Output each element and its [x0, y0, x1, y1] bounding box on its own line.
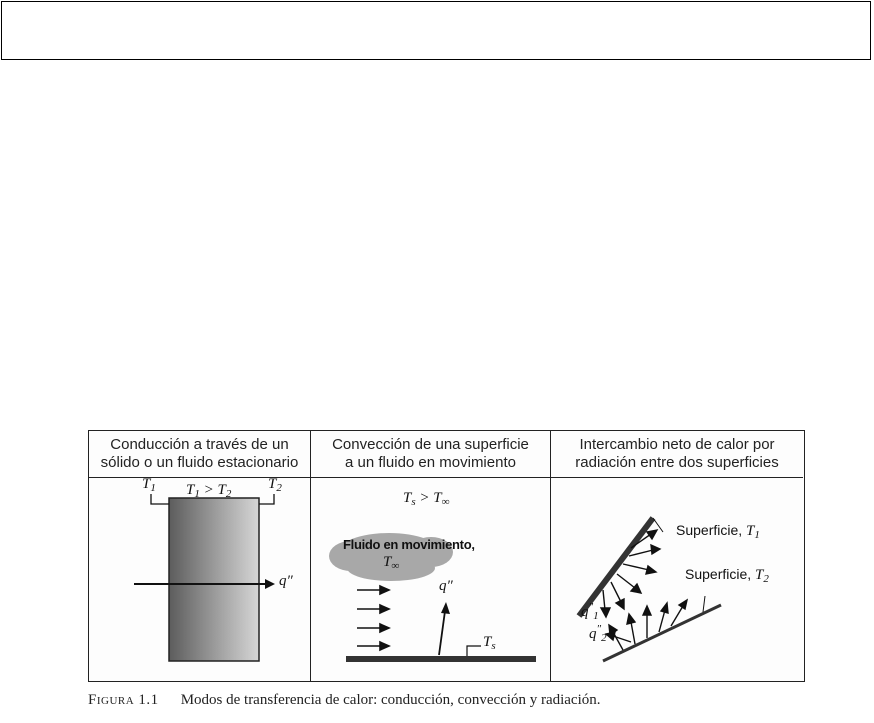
surface-2	[603, 605, 721, 661]
convection-svg	[311, 478, 551, 681]
cloud-text: Fluido en movimiento,	[343, 537, 475, 552]
caption-label: Figura 1.1	[88, 692, 159, 708]
t1-label: $T_1$	[142, 476, 156, 494]
radiation-arrows-2	[606, 600, 687, 650]
cloud-temp: $T_\infty$	[383, 554, 400, 572]
figure-caption	[88, 692, 848, 709]
convection-relation: $T_s > T_\infty$	[403, 490, 450, 508]
t1-bracket	[151, 494, 169, 504]
convection-flux-label: q″	[439, 578, 453, 594]
convection-flux-arrow	[439, 611, 445, 655]
ts-bracket	[467, 646, 481, 656]
radiation-header: Intercambio neto de calor por radiación entre dos superficies	[551, 431, 803, 478]
flow-arrows	[357, 586, 389, 650]
conduction-relation: $T_1 > T_2$	[186, 482, 232, 500]
flux2-label: $q''_2$	[589, 623, 607, 644]
t2-label: $T_2$	[268, 476, 282, 494]
surface2-label: Superficie, $T_2$	[685, 566, 769, 585]
header-box	[1, 1, 871, 60]
convection-diagram	[311, 478, 550, 681]
caption-text: Modos de transferencia de calor: conducción, convección y radiación.	[180, 692, 601, 708]
conduction-diagram	[89, 478, 310, 681]
flux-arrow-head	[265, 579, 275, 589]
conduction-svg	[89, 478, 310, 681]
flux1-label: $q''_1$	[581, 601, 599, 622]
radiation-diagram	[551, 478, 803, 681]
convection-header: Convección de una superficie a un fluido en movimiento	[311, 431, 550, 478]
t2-bracket	[259, 494, 274, 504]
convection-panel	[310, 431, 550, 681]
conduction-flux-label: q″	[279, 573, 293, 589]
solid-slab	[169, 498, 259, 661]
conduction-header: Conducción a través de un sólido o un fluido estacionario	[89, 431, 310, 478]
radiation-panel	[550, 431, 803, 681]
conduction-panel	[89, 431, 310, 681]
convection-surface	[346, 656, 536, 662]
surface1-label: Superficie, $T_1$	[676, 522, 760, 541]
surface-temp-label: $T_s$	[483, 634, 496, 652]
heat-transfer-figure	[88, 430, 805, 682]
